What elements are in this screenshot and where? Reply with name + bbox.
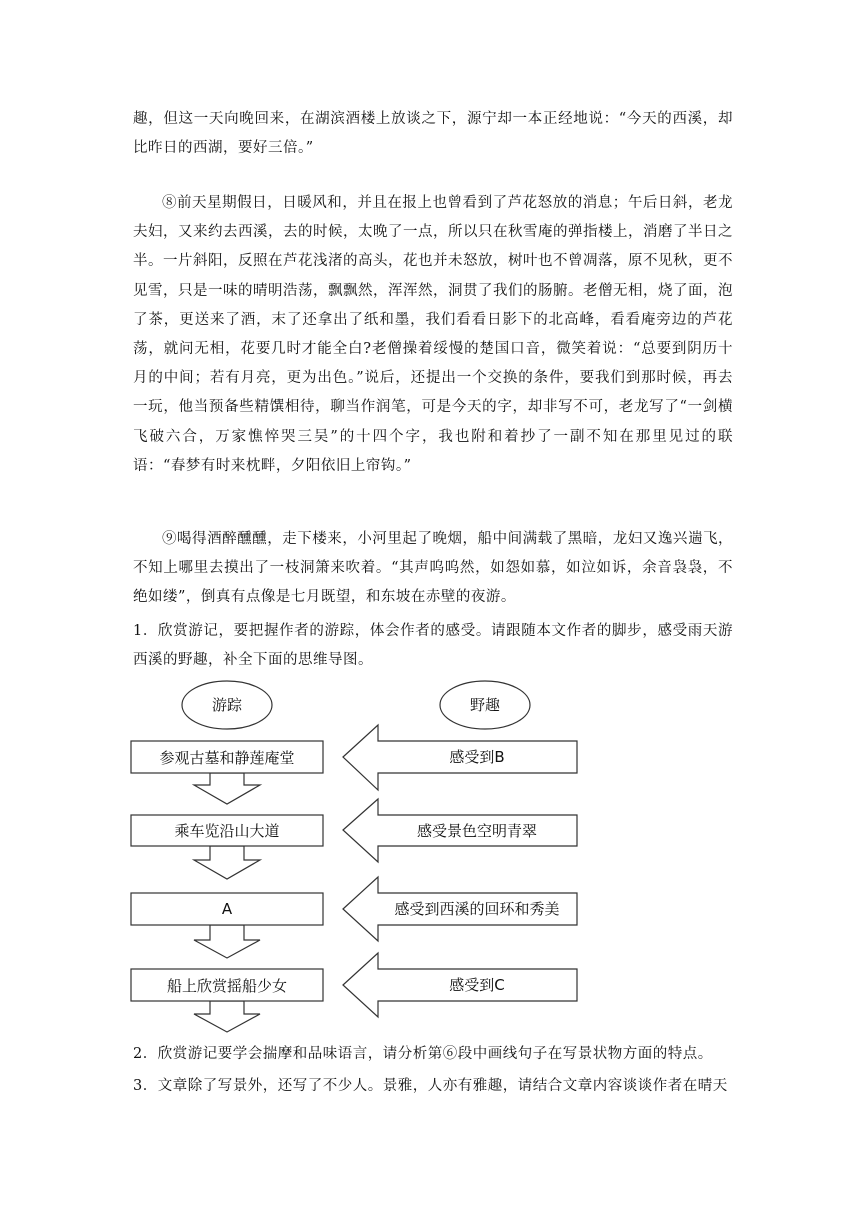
feeling-label-3: 感受到西溪的回环和秀美 (394, 900, 560, 918)
paragraph-8: ⑧前天星期假日，日暖风和，并且在报上也曾看到了芦花怒放的消息；午后日斜，老龙夫妇，又来约去西溪，去的时候，太晚了一点，所以只在秋雪庵的弹指楼上，消磨了半日之半。一片斜阳，反照在芦花浅渚的高头，花也并未怒放，树叶也不曾凋落，原不见秋，更不见雪，只是一味的晴明浩荡，飘飘然，浑浑然，洞贯了我们的肠腑。老僧无相，烧了面，泡了茶，更送来了酒，末了还拿出了纸和墨，我们看看日影下的北高峰，看看庵旁边的芦花荡，就问无相，花要几时才能全白?老僧操着绥慢的楚国口音，微笑着说：“总要到阴历十月的中间；若有月亮，更为出色。”说后，还提出一个交换的条件，要我们到那时候，再去一玩，他当预备些精馔相待，聊当作润笔，可是今天的字，却非写不可，老龙写了“一剑横飞破六合，万家憔悴哭三吴”的十四个字，我也附和着抄了一副不知在那里见过的联语：“春梦有时来枕畔，夕阳依旧上帘钩。” (133, 195, 733, 474)
paragraph-9: ⑨喝得酒醉醺醺，走下楼来，小河里起了晚烟，船中间满载了黑暗，龙妇又逸兴遄飞，不知上哪里去摸出了一枝洞箫来吹着。“其声呜呜然，如怨如慕，如泣如诉，余音袅袅，不绝如缕”，倒真有点像是七月既望，和东坡在赤壁的夜游。 (133, 531, 733, 606)
track-box-3-label: A (221, 900, 233, 918)
track-box-4-label: 船上欣赏摇船少女 (166, 977, 288, 995)
down-arrow-icon (194, 846, 260, 879)
down-arrow-icon (194, 1001, 260, 1032)
down-arrow-icon (194, 925, 260, 958)
feeling-label-1: 感受到B (449, 748, 505, 766)
down-arrow-icon (194, 773, 260, 804)
question-1: 1．欣赏游记，要把握作者的游踪，体会作者的感受。请跟随本文作者的脚步，感受雨天游西溪的野趣，补全下面的思维导图。 (133, 623, 733, 669)
question-2: 2．欣赏游记要学会揣摩和品味语言，请分析第⑥段中画线句子在写景状物方面的特点。 (133, 1046, 713, 1062)
question-3: 3．文章除了写景外，还写了不少人。景雅，人亦有雅趣，请结合文章内容谈谈作者在晴天 (133, 1078, 728, 1094)
header-right-label: 野趣 (469, 696, 501, 714)
track-box-1-label: 参观古墓和静莲庵堂 (159, 749, 295, 767)
paragraph-continuation: 趣，但这一天向晚回来，在湖滨酒楼上放谈之下，源宁却一本正经地说：“今天的西溪，却比昨日的西湖，要好三倍。” (133, 111, 733, 157)
feeling-label-2: 感受景色空明青翠 (416, 822, 538, 840)
header-left-label: 游踪 (211, 696, 243, 714)
track-box-2-label: 乘车览沿山大道 (174, 822, 280, 840)
feeling-label-4: 感受到C (449, 976, 505, 994)
